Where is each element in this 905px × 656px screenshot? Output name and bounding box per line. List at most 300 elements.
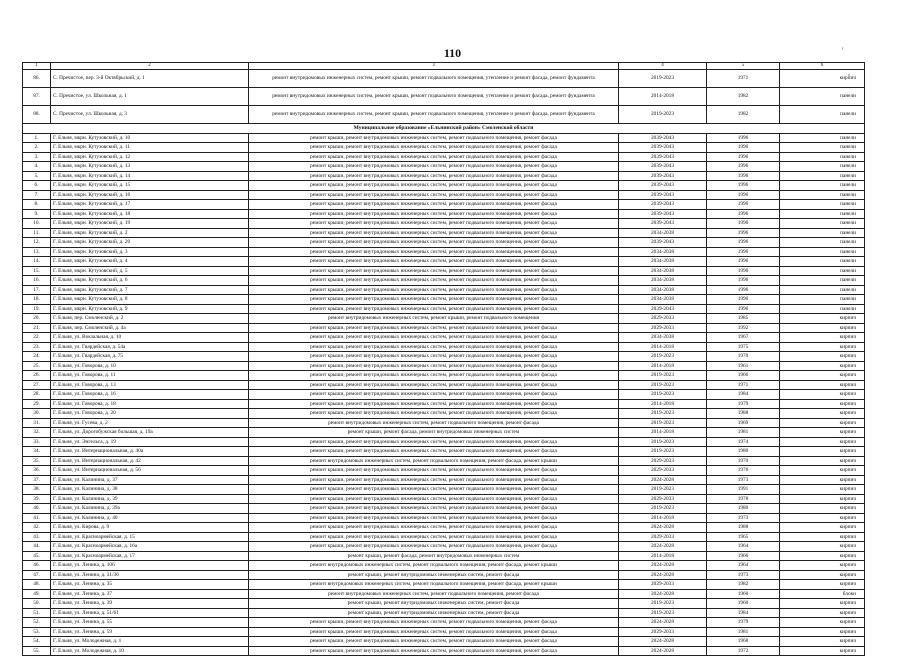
address-cell: Г. Ельня, ул. Говорова, д. 13 (51, 380, 249, 390)
year-cell: 1996 (707, 295, 780, 305)
row-number: 86. (23, 70, 51, 88)
row-number: 4. (23, 162, 51, 172)
material-cell: панели (780, 152, 865, 162)
material-cell: панели (780, 219, 865, 229)
address-cell: Г. Ельня, мкрн. Кутузовский, д. 3 (51, 247, 249, 257)
table-row (23, 466, 865, 476)
year-cell: 1965 (707, 532, 780, 542)
year-cell: 1976 (707, 466, 780, 476)
year-cell: 1981 (707, 428, 780, 438)
table-row (23, 428, 865, 438)
material-cell: кирпич (780, 646, 865, 656)
material-cell: кирпич (780, 428, 865, 438)
works-cell: ремонт крыши, ремонт внутридомовых инженерных систем, ремонт подвального помещения, ремонт фасада (249, 257, 619, 267)
row-number: 42. (23, 523, 51, 533)
works-cell: ремонт внутридомовых инженерных систем, ремонт подвального помещения, ремонт фасада (249, 418, 619, 428)
table-row (23, 70, 865, 88)
table-row (23, 627, 865, 637)
works-cell: ремонт крыши, ремонт внутридомовых инженерных систем, ремонт подвального помещения, ремонт фасада (249, 266, 619, 276)
address-cell: Г. Ельня, мкрн. Кутузовский, д. 14 (51, 171, 249, 181)
period-cell: 2039-2043 (619, 162, 707, 172)
period-cell: 2019-2023 (619, 409, 707, 419)
row-number: 41. (23, 513, 51, 523)
period-cell: 2029-2033 (619, 466, 707, 476)
material-cell: панели (780, 181, 865, 191)
year-cell: 1960 (707, 599, 780, 609)
table-row (23, 447, 865, 457)
row-number: 30. (23, 409, 51, 419)
capital-repair-table (22, 62, 865, 656)
material-cell: кирпич (780, 323, 865, 333)
period-cell: 2029-2033 (619, 323, 707, 333)
row-number: 22. (23, 333, 51, 343)
table-row (23, 542, 865, 552)
table-row (23, 580, 865, 590)
period-cell: 2039-2043 (619, 200, 707, 210)
year-cell: 1996 (707, 219, 780, 229)
material-cell: панели (780, 266, 865, 276)
year-cell: 1996 (707, 276, 780, 286)
row-number: 20. (23, 314, 51, 324)
works-cell: ремонт крыши, ремонт внутридомовых инженерных систем, ремонт подвального помещения, ремонт фасада (249, 162, 619, 172)
address-cell: Г. Ельня, мкрн. Кутузовский, д. 7 (51, 285, 249, 295)
row-number: 1. (23, 133, 51, 143)
scan-mark: ' (842, 46, 844, 55)
period-cell: 2039-2043 (619, 152, 707, 162)
year-cell: 1996 (707, 171, 780, 181)
year-cell: 1973 (707, 570, 780, 580)
address-cell: Г. Ельня, ул. Гвардейская, д. 75 (51, 352, 249, 362)
row-number: 12. (23, 238, 51, 248)
address-cell: Г. Ельня, мкрн. Кутузовский, д. 6 (51, 276, 249, 286)
works-cell: ремонт крыши, ремонт внутридомовых инженерных систем, ремонт подвального помещения, ремонт фасада (249, 228, 619, 238)
table-row (23, 418, 865, 428)
year-cell: 1966 (707, 551, 780, 561)
works-cell: ремонт крыши, ремонт внутридомовых инженерных систем, ремонт подвального помещения, ремонт фасада (249, 190, 619, 200)
material-cell: кирпич (780, 456, 865, 466)
table-row (23, 276, 865, 286)
period-cell: 2034-2038 (619, 266, 707, 276)
period-cell: 2019-2023 (619, 106, 707, 124)
row-number: 48. (23, 580, 51, 590)
address-cell: Г. Ельня, мкрн. Кутузовский, д. 16 (51, 190, 249, 200)
works-cell: ремонт крыши, ремонт внутридомовых инженерных систем, ремонт подвального помещения, ремонт фасада (249, 437, 619, 447)
year-cell: 1996 (707, 209, 780, 219)
address-cell: Г. Ельня, мкрн. Кутузовский, д. 17 (51, 200, 249, 210)
material-cell: кирпич (780, 637, 865, 647)
works-cell: ремонт крыши, ремонт внутридомовых инженерных систем, ремонт подвального помещения, ремонт фасада (249, 323, 619, 333)
material-cell: кирпич (780, 437, 865, 447)
works-cell: ремонт внутридомовых инженерных систем, ремонт крыши, ремонт подвального помещения, утепление и ремонт фасада, ремонт фундамента (249, 88, 619, 106)
works-cell: ремонт крыши, ремонт фасада, ремонт внутридомовых инженерных систем (249, 551, 619, 561)
material-cell: кирпич (780, 608, 865, 618)
address-cell: Г. Ельня, ул. Ленина, д. 35 (51, 580, 249, 590)
year-cell: 1972 (707, 646, 780, 656)
row-number: 27. (23, 380, 51, 390)
period-cell: 2024-2028 (619, 523, 707, 533)
row-number: 52. (23, 618, 51, 628)
period-cell: 2039-2043 (619, 133, 707, 143)
works-cell: ремонт крыши, ремонт внутридомовых инженерных систем, ремонт подвального помещения, ремонт фасада (249, 532, 619, 542)
address-cell: Г. Ельня, ул. Калинина, д. 38 (51, 485, 249, 495)
year-cell: 1988 (707, 523, 780, 533)
row-number: 19. (23, 304, 51, 314)
row-number: 31. (23, 418, 51, 428)
period-cell: 2029-2033 (619, 494, 707, 504)
table-row (23, 342, 865, 352)
year-cell: 1968 (707, 637, 780, 647)
address-cell: Г. Ельня, ул. Ленина, д. 37 (51, 589, 249, 599)
period-cell: 2019-2023 (619, 447, 707, 457)
year-cell: 1966 (707, 371, 780, 381)
material-cell: кирпич (780, 513, 865, 523)
material-cell: панели (780, 209, 865, 219)
period-cell: 2019-2023 (619, 599, 707, 609)
row-number: 50. (23, 599, 51, 609)
address-cell: Г. Ельня, мкрн. Кутузовский, д. 18 (51, 209, 249, 219)
table-row (23, 513, 865, 523)
table-row (23, 646, 865, 656)
material-cell: панели (780, 276, 865, 286)
works-cell: ремонт крыши, ремонт внутридомовых инженерных систем, ремонт подвального помещения, ремонт фасада (249, 523, 619, 533)
table-row (23, 456, 865, 466)
address-cell: Г. Ельня, ул. Калинина, д. 39а (51, 504, 249, 514)
table-row (23, 333, 865, 343)
address-cell: Г. Ельня, ул. Красноармейская, д. 15 (51, 532, 249, 542)
year-cell: 1970 (707, 352, 780, 362)
municipality-heading: Муниципальное образование «Ельнинский район» Смоленской области (23, 124, 865, 134)
material-cell: кирпич (780, 523, 865, 533)
table-row (23, 589, 865, 599)
works-cell: ремонт крыши, ремонт внутридомовых инженерных систем, ремонт подвального помещения, ремонт фасада (249, 504, 619, 514)
period-cell: 2019-2023 (619, 418, 707, 428)
address-cell: Г. Ельня, ул. Ленина, д. 59 (51, 627, 249, 637)
address-cell: Г. Ельня, ул. Калинина, д. 37 (51, 475, 249, 485)
address-cell: Г. Ельня, ул. Интернациональная, д. 42 (51, 456, 249, 466)
material-cell: панели (780, 143, 865, 153)
table-row (23, 266, 865, 276)
year-cell: 1961 (707, 361, 780, 371)
works-cell: ремонт внутридомовых инженерных систем, ремонт подвального помещения, ремонт фасада, ремонт крыши (249, 456, 619, 466)
material-cell: панели (780, 200, 865, 210)
works-cell: ремонт крыши, ремонт внутридомовых инженерных систем, ремонт подвального помещения, ремонт фасада (249, 361, 619, 371)
works-cell: ремонт крыши, ремонт внутридомовых инженерных систем, ремонт подвального помещения, ремонт фасада (249, 238, 619, 248)
column-number: 3 (249, 63, 619, 70)
address-cell: Г. Ельня, ул. Гвардейская, д. 54а (51, 342, 249, 352)
year-cell: 1996 (707, 181, 780, 191)
period-cell: 2019-2023 (619, 390, 707, 400)
row-number: 5. (23, 171, 51, 181)
material-cell: кирпич (780, 485, 865, 495)
row-number: 35. (23, 456, 51, 466)
period-cell: 2024-2028 (619, 570, 707, 580)
works-cell: ремонт крыши, ремонт внутридомовых инженерных систем, ремонт подвального помещения, ремонт фасада (249, 399, 619, 409)
row-number: 32. (23, 428, 51, 438)
table-row (23, 618, 865, 628)
period-cell: 2039-2043 (619, 143, 707, 153)
row-number: 29. (23, 399, 51, 409)
works-cell: ремонт крыши, ремонт внутридомовых инженерных систем, ремонт подвального помещения, ремонт фасада (249, 181, 619, 191)
material-cell: панели (780, 171, 865, 181)
table-row (23, 88, 865, 106)
scan-mark: , (848, 68, 850, 77)
material-cell: кирпич (780, 447, 865, 457)
works-cell: ремонт крыши, ремонт внутридомовых инженерных систем, ремонт подвального помещения, ремонт фасада (249, 371, 619, 381)
table-row (23, 190, 865, 200)
table-body (23, 63, 865, 656)
period-cell: 2029-2033 (619, 314, 707, 324)
row-number: 7. (23, 190, 51, 200)
row-number: 8. (23, 200, 51, 210)
material-cell: кирпич (780, 418, 865, 428)
row-number: 43. (23, 532, 51, 542)
material-cell: кирпич (780, 314, 865, 324)
table-row (23, 238, 865, 248)
period-cell: 2019-2023 (619, 371, 707, 381)
year-cell: 1996 (707, 133, 780, 143)
works-cell: ремонт крыши, ремонт внутридомовых инженерных систем, ремонт подвального помещения, ремонт фасада (249, 209, 619, 219)
works-cell: ремонт внутридомовых инженерных систем, ремонт подвального помещения, ремонт фасада (249, 589, 619, 599)
year-cell: 1980 (707, 447, 780, 457)
year-cell: 1996 (707, 143, 780, 153)
material-cell: панели (780, 133, 865, 143)
table-row (23, 494, 865, 504)
works-cell: ремонт крыши, ремонт внутридомовых инженерных систем, ремонт подвального помещения, ремонт фасада (249, 219, 619, 229)
table-row (23, 228, 865, 238)
row-number: 24. (23, 352, 51, 362)
address-cell: Г. Ельня, ул. Ленина, д. 55 (51, 618, 249, 628)
period-cell: 2039-2043 (619, 304, 707, 314)
row-number: 18. (23, 295, 51, 305)
row-number: 36. (23, 466, 51, 476)
row-number: 55. (23, 646, 51, 656)
table-row (23, 152, 865, 162)
year-cell: 1996 (707, 257, 780, 267)
year-cell: 1991 (707, 485, 780, 495)
row-number: 25. (23, 361, 51, 371)
period-cell: 2024-2028 (619, 589, 707, 599)
material-cell: панели (780, 190, 865, 200)
works-cell: ремонт крыши, ремонт внутридомовых инженерных систем, ремонт подвального помещения, ремонт фасада (249, 494, 619, 504)
works-cell: ремонт крыши, ремонт внутридомовых инженерных систем, ремонт фасада (249, 608, 619, 618)
year-cell: 1988 (707, 409, 780, 419)
year-cell: 1964 (707, 542, 780, 552)
row-number: 10. (23, 219, 51, 229)
material-cell: кирпич (780, 380, 865, 390)
material-cell: кирпич (780, 570, 865, 580)
year-cell: 1985 (707, 314, 780, 324)
address-cell: Г. Ельня, ул. Ленина, д. 39 (51, 599, 249, 609)
address-cell: Г. Ельня, ул. Калинина, д. 39 (51, 494, 249, 504)
address-cell: Г. Ельня, пер. Смоленский, д. 2 (51, 314, 249, 324)
year-cell: 1982 (707, 88, 780, 106)
column-number: 1 (23, 63, 51, 70)
material-cell: кирпич (780, 352, 865, 362)
address-cell: Г. Ельня, ул. Ленина, д. 106 (51, 561, 249, 571)
row-number: 14. (23, 257, 51, 267)
table-row (23, 399, 865, 409)
table-row (23, 390, 865, 400)
row-number: 88. (23, 106, 51, 124)
year-cell: 1973 (707, 475, 780, 485)
year-cell: 1996 (707, 247, 780, 257)
address-cell: Г. Ельня, ул. Говорова, д. 10 (51, 361, 249, 371)
row-number: 45. (23, 551, 51, 561)
address-cell: Г. Ельня, ул. Калинина, д. 40 (51, 513, 249, 523)
period-cell: 2024-2028 (619, 618, 707, 628)
address-cell: Г. Ельня, мкрн. Кутузовский, д. 20 (51, 238, 249, 248)
table-row (23, 304, 865, 314)
address-cell: Г. Ельня, ул. Молодежная, д. 10 (51, 646, 249, 656)
period-cell: 2014-2018 (619, 428, 707, 438)
address-cell: Г. Ельня, ул. Вокзальная, д. 10 (51, 333, 249, 343)
material-cell: панели (780, 304, 865, 314)
table-row (23, 247, 865, 257)
period-cell: 2019-2023 (619, 504, 707, 514)
material-cell: кирпич (780, 504, 865, 514)
year-cell: 1979 (707, 399, 780, 409)
year-cell: 1960 (707, 589, 780, 599)
period-cell: 2019-2023 (619, 485, 707, 495)
works-cell: ремонт внутридомовых инженерных систем, ремонт крыши, ремонт подвального помещения, утепление и ремонт фасада, ремонт фундамента (249, 70, 619, 88)
material-cell: кирпич (780, 561, 865, 571)
period-cell: 2034-2038 (619, 285, 707, 295)
row-number: 2. (23, 143, 51, 153)
address-cell: Г. Ельня, мкрн. Кутузовский, д. 2 (51, 228, 249, 238)
year-cell: 1996 (707, 190, 780, 200)
works-cell: ремонт крыши, ремонт внутридомовых инженерных систем, ремонт подвального помещения, ремонт фасада (249, 390, 619, 400)
row-number: 47. (23, 570, 51, 580)
table-row (23, 485, 865, 495)
row-number: 37. (23, 475, 51, 485)
table-row (23, 551, 865, 561)
year-cell: 1996 (707, 238, 780, 248)
material-cell: кирпич (780, 361, 865, 371)
table-row (23, 608, 865, 618)
period-cell: 2014-2018 (619, 399, 707, 409)
year-cell: 1964 (707, 561, 780, 571)
material-cell: кирпич (780, 627, 865, 637)
table-row (23, 504, 865, 514)
row-number: 9. (23, 209, 51, 219)
address-cell: Г. Ельня, мкрн. Кутузовский, д. 9 (51, 304, 249, 314)
works-cell: ремонт внутридомовых инженерных систем, ремонт подвального помещения, ремонт фасада, ремонт крыши (249, 561, 619, 571)
material-cell: кирпич (780, 494, 865, 504)
period-cell: 2039-2043 (619, 190, 707, 200)
period-cell: 2029-2033 (619, 532, 707, 542)
address-cell: Г. Ельня, ул. Интернациональная, д. 56 (51, 466, 249, 476)
row-number: 54. (23, 637, 51, 647)
period-cell: 2039-2043 (619, 219, 707, 229)
year-cell: 1974 (707, 437, 780, 447)
works-cell: ремонт крыши, ремонт внутридомовых инженерных систем, ремонт подвального помещения, ремонт фасада (249, 285, 619, 295)
period-cell: 2039-2043 (619, 181, 707, 191)
address-cell: Г. Ельня, мкрн. Кутузовский, д. 5 (51, 266, 249, 276)
material-cell: кирпич (780, 551, 865, 561)
row-number: 46. (23, 561, 51, 571)
works-cell: ремонт крыши, ремонт внутридомовых инженерных систем, ремонт подвального помещения, ремонт фасада (249, 637, 619, 647)
address-cell: Г. Ельня, мкрн. Кутузовский, д. 4 (51, 257, 249, 267)
row-number: 23. (23, 342, 51, 352)
works-cell: ремонт крыши, ремонт внутридомовых инженерных систем, ремонт подвального помещения, ремонт фасада (249, 171, 619, 181)
works-cell: ремонт крыши, ремонт внутридомовых инженерных систем, ремонт подвального помещения, ремонт фасада (249, 380, 619, 390)
table-row (23, 599, 865, 609)
address-cell: Г. Ельня, мкрн. Кутузовский, д. 13 (51, 162, 249, 172)
period-cell: 2029-2033 (619, 580, 707, 590)
period-cell: 2014-2018 (619, 551, 707, 561)
table-row (23, 437, 865, 447)
material-cell: панели (780, 162, 865, 172)
period-cell: 2024-2028 (619, 475, 707, 485)
period-cell: 2014-2018 (619, 513, 707, 523)
year-cell: 1984 (707, 390, 780, 400)
column-number-row (23, 63, 865, 70)
table-row (23, 106, 865, 124)
table-row (23, 380, 865, 390)
address-cell: Г. Ельня, ул. Кирова, д. 9 (51, 523, 249, 533)
row-number: 38. (23, 485, 51, 495)
works-cell: ремонт крыши, ремонт внутридомовых инженерных систем, ремонт подвального помещения, ремонт фасада (249, 618, 619, 628)
row-number: 44. (23, 542, 51, 552)
year-cell: 1973 (707, 513, 780, 523)
period-cell: 2019-2023 (619, 608, 707, 618)
works-cell: ремонт крыши, ремонт внутридомовых инженерных систем, ремонт подвального помещения, ремонт фасада (249, 247, 619, 257)
row-number: 53. (23, 627, 51, 637)
table-row (23, 295, 865, 305)
address-cell: Г. Ельня, ул. Энгельса, д. 19 (51, 437, 249, 447)
works-cell: ремонт крыши, ремонт фасада, ремонт внутридомовых инженерных систем (249, 428, 619, 438)
works-cell: ремонт крыши, ремонт внутридомовых инженерных систем, ремонт подвального помещения, ремонт фасада (249, 276, 619, 286)
period-cell: 2024-2028 (619, 542, 707, 552)
year-cell: 1996 (707, 228, 780, 238)
works-cell: ремонт крыши, ремонт внутридомовых инженерных систем, ремонт подвального помещения, ремонт фасада (249, 646, 619, 656)
table-row (23, 209, 865, 219)
table-row (23, 475, 865, 485)
year-cell: 1971 (707, 70, 780, 88)
table-row (23, 352, 865, 362)
address-cell: Г. Ельня, мкрн. Кутузовский, д. 15 (51, 181, 249, 191)
year-cell: 1980 (707, 504, 780, 514)
address-cell: Г. Ельня, ул. Ленина, д. 31/36 (51, 570, 249, 580)
year-cell: 1996 (707, 162, 780, 172)
period-cell: 2039-2043 (619, 209, 707, 219)
year-cell: 1975 (707, 342, 780, 352)
period-cell: 2039-2043 (619, 171, 707, 181)
row-number: 13. (23, 247, 51, 257)
table-row (23, 181, 865, 191)
material-cell: кирпич (780, 390, 865, 400)
address-cell: Г. Ельня, мкрн. Кутузовский, д. 8 (51, 295, 249, 305)
address-cell: Г. Ельня, мкрн. Кутузовский, д. 10 (51, 133, 249, 143)
year-cell: 1971 (707, 380, 780, 390)
year-cell: 1984 (707, 608, 780, 618)
works-cell: ремонт крыши, ремонт внутридомовых инженерных систем, ремонт подвального помещения, ремонт фасада (249, 485, 619, 495)
table-row (23, 637, 865, 647)
material-cell: панели (780, 106, 865, 124)
period-cell: 2034-2038 (619, 257, 707, 267)
material-cell: кирпич (780, 371, 865, 381)
address-cell: С. Пречистое, пер. 3-й Октябрьский, д. 1 (51, 70, 249, 88)
period-cell: 2029-2033 (619, 627, 707, 637)
table-row (23, 171, 865, 181)
table-row (23, 219, 865, 229)
table-row (23, 257, 865, 267)
address-cell: Г. Ельня, пер. Смоленский, д. 4а (51, 323, 249, 333)
year-cell: 1979 (707, 618, 780, 628)
row-number: 21. (23, 323, 51, 333)
row-number: 15. (23, 266, 51, 276)
works-cell: ремонт крыши, ремонт внутридомовых инженерных систем, ремонт подвального помещения, ремонт фасада (249, 333, 619, 343)
